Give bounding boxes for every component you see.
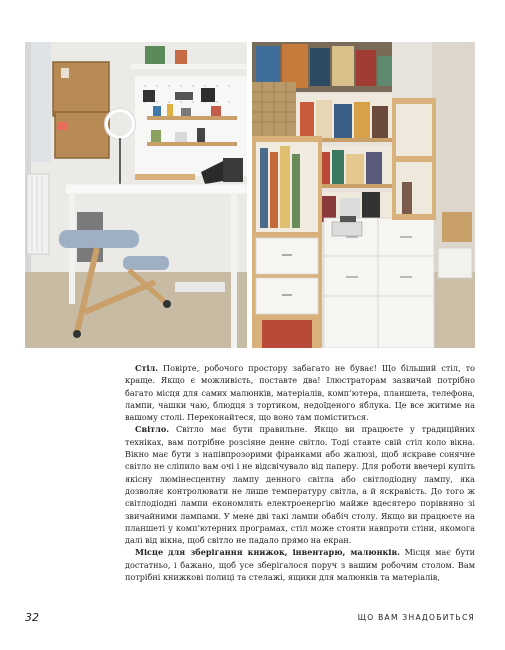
page-number: 32 — [25, 611, 39, 624]
paragraph-title-storage: Місце для зберігання книжок, інвентарю, малюнків. — [135, 547, 400, 558]
home-office-desk-photo-icon — [25, 42, 247, 348]
paragraph-text-storage: Місця має бути достатньо, і бажано, щоб усе зберігалося поруч з вашим робочим столом. Вам потрібні книжкові полиці та стелажі, ящики для малюнків та матеріалів, — [125, 547, 475, 583]
article-body — [125, 362, 475, 583]
paragraph-text-light: Світло має бути правильне. Якщо ви працюєте у традиційних техніках, вам потрібне розсіяне денне світло. Тоді ставте свій стіл коло вікна. Вікно має бути з напівпрозорими фіранками або жалюзі, щоб яскраве сонячне світло не сліпило вам очі і не відсвічувало від паперу. Для роботи ввечері купіть якісну люмінесцентну лампу денного світла або світлодіодну лампу, яка дозволяє контролювати не лише температуру світла, а й яскравість. До того ж світлодіодні лампи економлять електроенергію майже вдесятеро порівняно зі звичайними лампами. У мене дві такі лампи обабіч столу. Якщо ви працюєте на планшеті у комп’ютерних програмах, стіл може стояти навпроти стіни, якомога далі від вікна, щоб світло не падало прямо на екран. — [125, 424, 475, 546]
photo-spread — [25, 42, 475, 348]
paragraph-title-desk: Стіл. — [135, 363, 159, 373]
running-head: ЩО ВАМ ЗНАДОБИТЬСЯ — [357, 613, 475, 622]
paragraph-desk — [125, 362, 475, 423]
desk-photo — [25, 42, 247, 348]
paragraph-text-desk: Повірте, робочого простору забагато не буває! Що більший стіл, то краще. Якщо є можливість, поставте два! Ілюстраторам зазвичай потрібно багато місця для самих малюнків, матеріалів, комп’ютера, планшета, телефона, лампи, чашки чаю, блюдця з тортиком, недоїденого яблука. Це все житиме на вашому столі. Переконайтеся, що воно там поміститься. — [125, 363, 475, 423]
paragraph-light — [125, 423, 475, 546]
storage-photo — [252, 42, 475, 348]
paragraph-storage — [125, 546, 475, 583]
paragraph-title-light: Світло. — [135, 424, 170, 435]
bookshelf-storage-photo-icon — [252, 42, 475, 348]
